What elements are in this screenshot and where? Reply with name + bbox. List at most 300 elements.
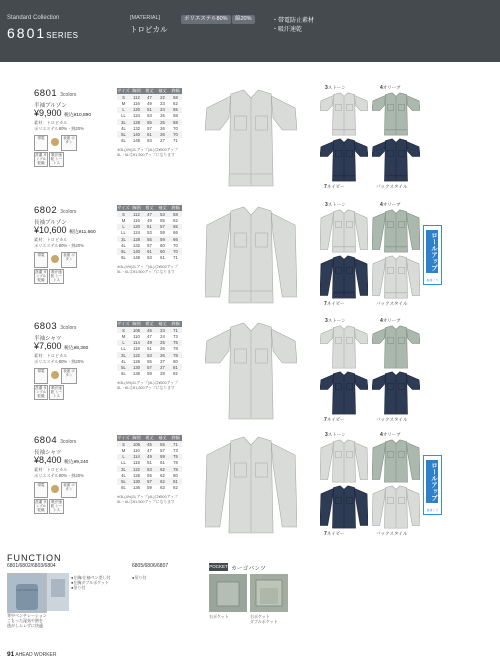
feature-badges: [34, 252, 114, 286]
size-cell: 59: [156, 454, 169, 460]
size-cell: 126: [133, 472, 140, 478]
button-badge: 表面 ボタン: [61, 135, 77, 151]
size-cell: 49: [143, 340, 156, 346]
size-cell: 3L: [117, 352, 130, 358]
size-cell: 4L: [121, 358, 126, 364]
size-cell: 5L: [117, 478, 130, 484]
size-cell: 65: [169, 107, 182, 113]
size-cell: 25: [156, 119, 169, 125]
size-row: [117, 138, 182, 144]
size-cell: M: [121, 447, 126, 453]
size-cell: S: [117, 327, 130, 333]
size-cell: 136: [133, 371, 140, 377]
size-cell: 25: [160, 113, 165, 119]
size-cell: L: [117, 107, 130, 113]
size-table: [117, 88, 182, 144]
garment-olive: [372, 92, 420, 141]
feature-quickdry: ・吸汗速乾: [272, 27, 303, 33]
material-label: [MATERIAL]: [130, 15, 161, 21]
size-cell: 66: [169, 236, 182, 242]
size-cell: 59: [147, 485, 152, 491]
size-cell: 49: [143, 454, 156, 460]
swatch-label-stone: 3ストーン: [325, 432, 346, 438]
series-title: 6801SERIES: [7, 25, 79, 41]
size-cell: 55: [143, 119, 156, 125]
size-header-cell: 袖丈: [156, 321, 169, 327]
product-name: 長袖シャツ: [34, 450, 62, 456]
cotton-pill: 綿20%: [232, 15, 255, 24]
size-note: ※3L(4%)2Lアップ(4L)は¥500アップ 5L・6Lは¥1,500アップになります: [117, 148, 178, 157]
size-cell: LL: [121, 113, 126, 119]
size-cell: 114: [130, 340, 143, 346]
size-cell: 140: [130, 131, 143, 137]
swatch-label-stone: 3ストーン: [325, 202, 346, 208]
size-cell: 26: [156, 352, 169, 358]
size-header-cell: 肩幅: [169, 321, 182, 327]
function-title: FUNCTION: [7, 553, 62, 563]
size-cell: 23: [160, 100, 165, 106]
size-cell: 57: [160, 447, 165, 453]
size-cell: 57: [147, 242, 152, 248]
garment-navy: [320, 255, 368, 304]
size-cell: 59: [160, 230, 165, 236]
antistatic-badge: 帯電: [34, 482, 48, 498]
care-badge: 洗濯 タンブル 乾燥: [35, 153, 47, 165]
size-row: [117, 371, 182, 377]
function-note1: ●左胸/左袖ペン差し付 ●左胸ダブルポケット ●吊り付: [71, 575, 111, 590]
product-price: ¥10,600 税込¥11,660: [34, 225, 96, 235]
size-cell: 6L: [121, 255, 126, 261]
garment-back-style: [372, 485, 420, 534]
feature-badges: [34, 482, 114, 516]
size-header-cell: 袖丈: [156, 205, 169, 211]
size-cell: 6L: [121, 371, 126, 377]
size-cell: L: [117, 224, 130, 230]
size-header-cell: 肩幅: [169, 88, 182, 94]
size-header-row: [117, 435, 182, 441]
size-cell: 75: [169, 340, 182, 346]
product-code: 6802 3colors: [34, 205, 77, 216]
main-garment-image: [205, 435, 297, 540]
size-cell: 65: [169, 224, 182, 230]
antistatic-badge: 帯電: [34, 135, 48, 151]
size-cell: 118: [133, 346, 140, 352]
product-material: 素材：トロピカル ポリエステル80%・綿20%: [34, 467, 84, 478]
size-cell: 70: [169, 248, 182, 254]
size-cell: S: [117, 441, 130, 447]
page-header: [0, 0, 500, 62]
swatch-label-navy: 7ネイビー: [324, 301, 345, 307]
function-group2: 6805/6806/6807: [132, 563, 169, 569]
size-cell: 120: [130, 224, 143, 230]
size-cell: 112: [130, 94, 143, 100]
size-cell: 5L: [117, 131, 130, 137]
feature-badges: [34, 368, 114, 402]
care-badge: 洗濯 タンブル 乾燥: [35, 386, 47, 398]
size-cell: 57: [147, 125, 152, 131]
size-cell: 62: [160, 472, 165, 478]
function-photo-vent: [7, 573, 47, 613]
pocket-left-label: 右ポケット: [209, 614, 229, 619]
size-cell: 120: [130, 107, 143, 113]
sweat-badge: 吸汗速乾 シートス: [50, 270, 63, 282]
main-garment-image: [205, 321, 297, 426]
size-cell: 61: [143, 131, 156, 137]
main-garment-image: [205, 205, 297, 310]
product-material: 素材：トロピカル ポリエステル80%・綿20%: [34, 120, 84, 131]
size-cell: 60: [156, 248, 169, 254]
size-cell: 62: [156, 466, 169, 472]
size-cell: 47: [143, 211, 156, 217]
size-cell: 27: [156, 364, 169, 370]
care-badge: 洗濯 タンブル 乾燥: [35, 270, 47, 282]
size-cell: 55: [143, 236, 156, 242]
roll-up-badge: ロールアップ 袖まくり: [423, 225, 442, 285]
function-note-vent: 背中ベンチレーション こもった湿気や熱を 逃がしムレずに快適: [7, 613, 47, 628]
garment-olive: [372, 439, 420, 488]
size-cell: 106: [130, 441, 143, 447]
size-header-cell: 肩幅: [169, 205, 182, 211]
pocket-photo-right: [250, 574, 288, 612]
size-cell: LL: [121, 346, 126, 352]
swatch-label-stone: 3ストーン: [325, 318, 346, 324]
size-cell: 26: [156, 131, 169, 137]
size-header-cell: サイズ: [117, 435, 130, 441]
page-footer: [7, 651, 56, 658]
size-cell: 73: [173, 447, 178, 453]
size-cell: 26: [160, 346, 165, 352]
size-cell: 112: [130, 211, 143, 217]
size-cell: 47: [147, 333, 152, 339]
swatch-label-olive: 4オリーブ: [380, 202, 401, 208]
size-header-cell: サイズ: [117, 321, 130, 327]
size-header-cell: 胸囲: [130, 88, 143, 94]
size-cell: 55: [160, 217, 165, 223]
size-cell: 53: [147, 113, 152, 119]
size-cell: 4L: [121, 242, 126, 248]
size-cell: 57: [143, 364, 156, 370]
size-cell: 68: [173, 113, 178, 119]
product-name: 半袖シャツ: [34, 336, 62, 342]
garment-stone: [320, 209, 368, 258]
size-cell: 5L: [117, 248, 130, 254]
size-cell: 51: [147, 346, 152, 352]
antistatic-badge: 帯電: [34, 368, 48, 384]
size-cell: 49: [147, 217, 152, 223]
size-cell: 116: [133, 217, 140, 223]
care-badge: 洗濯 タンブル 乾燥: [35, 500, 47, 512]
size-cell: 122: [130, 352, 143, 358]
size-cell: 75: [169, 454, 182, 460]
size-cell: 51: [143, 107, 156, 113]
button-icon: [51, 485, 59, 493]
size-cell: S: [117, 94, 130, 100]
size-cell: 27: [160, 138, 165, 144]
pocket-name: カーゴパンツ: [231, 566, 266, 572]
size-cell: 53: [143, 352, 156, 358]
size-row: [117, 255, 182, 261]
size-header-cell: 着丈: [143, 435, 156, 441]
size-cell: 110: [133, 333, 140, 339]
size-row: [117, 485, 182, 491]
size-cell: LL: [121, 460, 126, 466]
product-name: 半袖ブルゾン: [34, 103, 67, 109]
size-table: [117, 435, 182, 491]
size-cell: 70: [173, 242, 178, 248]
size-cell: 58: [169, 94, 182, 100]
product-code: 6804 3colors: [34, 435, 77, 446]
garment-stone: [320, 325, 368, 374]
size-cell: 136: [133, 485, 140, 491]
swatch-label-olive: 4オリーブ: [380, 318, 401, 324]
product-price: ¥9,900 税込¥10,890: [34, 108, 91, 118]
swatch-label-olive: 4オリーブ: [380, 432, 401, 438]
sweat-badge: 吸汗速乾 シートス: [50, 386, 63, 398]
size-cell: 78: [173, 460, 178, 466]
collection-label: Standard Collection: [7, 15, 60, 21]
size-cell: M: [121, 217, 126, 223]
antistatic-badge: 帯電: [34, 252, 48, 268]
size-header-cell: 肩幅: [169, 435, 182, 441]
size-header-cell: 胸囲: [130, 205, 143, 211]
product-price: ¥7,600 税込¥8,360: [34, 341, 89, 351]
size-cell: 78: [169, 352, 182, 358]
size-cell: 110: [133, 447, 140, 453]
size-cell: 62: [156, 478, 169, 484]
size-header-cell: 袖丈: [156, 435, 169, 441]
size-cell: LL: [121, 230, 126, 236]
size-cell: 23: [156, 327, 169, 333]
swatch-label-olive: 4オリーブ: [380, 85, 401, 91]
page-number: 91: [7, 651, 15, 658]
garment-back-style: [372, 255, 420, 304]
size-header-row: [117, 205, 182, 211]
size-cell: 28: [160, 371, 165, 377]
size-header-row: [117, 88, 182, 94]
size-cell: 62: [173, 100, 178, 106]
size-cell: 53: [156, 211, 169, 217]
size-cell: 148: [133, 138, 140, 144]
size-cell: 80: [173, 472, 178, 478]
size-cell: 24: [160, 333, 165, 339]
size-header-cell: 着丈: [143, 205, 156, 211]
feature-antistatic: ・帯電防止素材: [272, 18, 315, 24]
size-cell: 66: [173, 230, 178, 236]
swatch-label-back: バックスタイル: [376, 301, 408, 306]
size-cell: 116: [133, 100, 140, 106]
size-cell: 53: [143, 466, 156, 472]
size-cell: 3L: [117, 466, 130, 472]
product-code: 6803 3colors: [34, 321, 77, 332]
size-cell: 148: [133, 255, 140, 261]
size-cell: 51: [147, 460, 152, 466]
product-block-6804: [0, 432, 500, 555]
garment-navy: [320, 485, 368, 534]
swatch-label-navy: 7ネイビー: [324, 417, 345, 423]
size-cell: 55: [156, 441, 169, 447]
garment-stone: [320, 92, 368, 141]
size-cell: 73: [173, 333, 178, 339]
size-cell: 47: [143, 94, 156, 100]
size-note: ※3L(4%)2Lアップ(4L)は¥500アップ 5L・6Lは¥1,500アップになります: [117, 381, 178, 390]
size-cell: 47: [147, 447, 152, 453]
size-cell: 55: [147, 472, 152, 478]
size-cell: 60: [160, 242, 165, 248]
size-table: [117, 321, 182, 377]
product-name: 長袖ブルゾン: [34, 220, 67, 226]
size-cell: 82: [173, 485, 178, 491]
size-cell: 45: [143, 441, 156, 447]
size-cell: 80: [173, 358, 178, 364]
sweat-badge: 吸汗速乾 シートス: [50, 500, 63, 512]
size-cell: 26: [160, 125, 165, 131]
size-cell: 45: [143, 327, 156, 333]
size-header-cell: サイズ: [117, 205, 130, 211]
product-price: ¥8,400 税込¥9,240: [34, 455, 89, 465]
size-cell: 63: [147, 255, 152, 261]
function-group1: 6801/6802/6803/6804: [7, 563, 56, 569]
size-cell: 124: [133, 230, 140, 236]
size-header-cell: 袖丈: [156, 88, 169, 94]
swatch-label-back: バックスタイル: [376, 184, 408, 189]
size-cell: 4L: [121, 125, 126, 131]
size-cell: S: [117, 211, 130, 217]
size-header-cell: サイズ: [117, 88, 130, 94]
size-cell: 81: [169, 478, 182, 484]
swatch-label-stone: 3ストーン: [325, 85, 346, 91]
garment-navy: [320, 371, 368, 420]
sweat-badge: 吸汗速乾 シートス: [50, 153, 63, 165]
pocket-right-label: 右ポケット ダブルポケット: [250, 614, 278, 624]
size-cell: M: [121, 333, 126, 339]
size-cell: 71: [169, 441, 182, 447]
size-cell: 57: [143, 478, 156, 484]
size-cell: 51: [143, 224, 156, 230]
size-note: ※3L(4%)2Lアップ(4L)は¥500アップ 5L・6Lは¥1,500アップになります: [117, 495, 178, 504]
size-cell: 81: [169, 364, 182, 370]
size-cell: 63: [160, 485, 165, 491]
swatch-label-back: バックスタイル: [376, 417, 408, 422]
swatch-label-back: バックスタイル: [376, 531, 408, 536]
size-cell: 82: [173, 371, 178, 377]
size-header-cell: 胸囲: [130, 435, 143, 441]
size-cell: 68: [169, 119, 182, 125]
size-cell: 114: [130, 454, 143, 460]
size-cell: 61: [160, 460, 165, 466]
button-badge: 表面 ボタン: [61, 252, 77, 268]
size-cell: 130: [130, 478, 143, 484]
feature-badges: [34, 135, 114, 169]
size-cell: M: [121, 100, 126, 106]
size-cell: 22: [156, 94, 169, 100]
size-cell: 61: [143, 248, 156, 254]
size-cell: 5L: [117, 364, 130, 370]
size-table: [117, 205, 182, 261]
product-block-6802: [0, 202, 500, 325]
size-cell: 6L: [121, 485, 126, 491]
garment-back-style: [372, 371, 420, 420]
size-cell: 71: [173, 138, 178, 144]
size-cell: 71: [169, 327, 182, 333]
size-cell: 78: [173, 346, 178, 352]
size-cell: 24: [156, 107, 169, 113]
product-block-6803: [0, 318, 500, 441]
size-cell: 4L: [121, 472, 126, 478]
brand-name: AHEAD WORKER: [15, 652, 57, 658]
pocket-photo-left: [209, 574, 247, 612]
size-cell: 53: [147, 230, 152, 236]
size-cell: 63: [147, 138, 152, 144]
button-badge: 表面 ボタン: [61, 482, 77, 498]
product-code: 6801 3colors: [34, 88, 77, 99]
button-badge: 表面 ボタン: [61, 368, 77, 384]
garment-olive: [372, 209, 420, 258]
size-cell: 62: [173, 217, 178, 223]
size-cell: 27: [160, 358, 165, 364]
button-icon: [51, 255, 59, 263]
size-cell: 49: [147, 100, 152, 106]
size-cell: 126: [133, 358, 140, 364]
garment-olive: [372, 325, 420, 374]
size-cell: 130: [130, 364, 143, 370]
poly-pill: ポリエステル80%: [181, 15, 231, 24]
size-cell: 78: [169, 466, 182, 472]
size-cell: 118: [133, 460, 140, 466]
size-cell: 128: [130, 119, 143, 125]
size-cell: 122: [130, 466, 143, 472]
function-photo-pocket: [47, 573, 69, 611]
garment-back-style: [372, 138, 420, 187]
size-cell: 57: [156, 224, 169, 230]
button-icon: [51, 138, 59, 146]
size-cell: 25: [156, 340, 169, 346]
size-cell: 71: [173, 255, 178, 261]
size-header-cell: 着丈: [143, 88, 156, 94]
size-note: ※3L(4%)2Lアップ(4L)は¥500アップ 5L・6Lは¥1,500アップになります: [117, 265, 178, 274]
product-material: 素材：トロピカル ポリエステル80%・綿20%: [34, 237, 84, 248]
size-header-cell: 胸囲: [130, 321, 143, 327]
size-cell: 3L: [117, 236, 130, 242]
size-cell: 59: [156, 236, 169, 242]
size-cell: 106: [130, 327, 143, 333]
size-cell: 140: [130, 248, 143, 254]
size-cell: 3L: [117, 119, 130, 125]
swatch-label-navy: 7ネイビー: [324, 184, 345, 190]
function-note2: ●吊り付: [132, 575, 147, 580]
size-cell: L: [117, 454, 130, 460]
size-cell: 61: [160, 255, 165, 261]
size-cell: 124: [133, 113, 140, 119]
size-cell: 128: [130, 236, 143, 242]
size-cell: 59: [147, 371, 152, 377]
size-cell: L: [117, 340, 130, 346]
material-name: トロピカル: [130, 25, 168, 34]
main-garment-image: [205, 88, 297, 193]
garment-stone: [320, 439, 368, 488]
swatch-label-navy: 7ネイビー: [324, 531, 345, 537]
product-material: 素材：トロピカル ポリエステル80%・綿20%: [34, 353, 84, 364]
size-cell: 55: [147, 358, 152, 364]
garment-navy: [320, 138, 368, 187]
size-header-row: [117, 321, 182, 327]
size-cell: 70: [173, 125, 178, 131]
size-cell: 6L: [121, 138, 126, 144]
size-cell: 58: [169, 211, 182, 217]
size-cell: 132: [133, 125, 140, 131]
product-block-6801: [0, 85, 500, 208]
button-icon: [51, 371, 59, 379]
size-cell: 70: [169, 131, 182, 137]
